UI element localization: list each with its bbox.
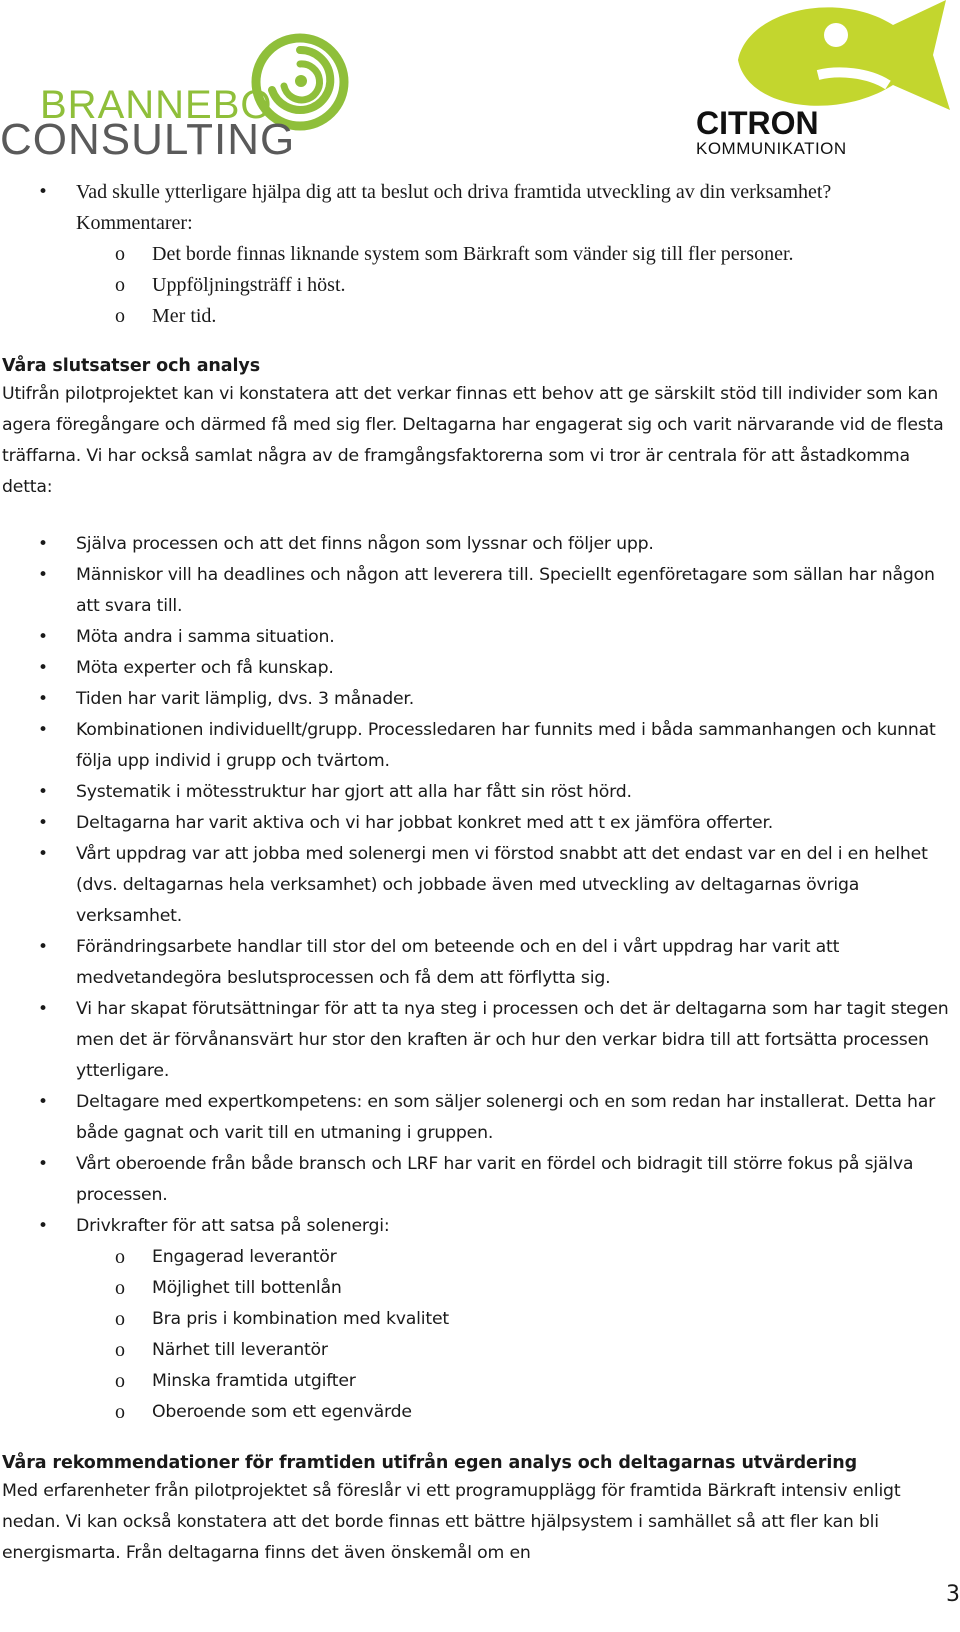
sub-list-item: o Det borde finnas liknande system som Bärkraft som vänder sig till fler personer. [0, 239, 960, 270]
logo-line-consulting: CONSULTING [0, 115, 296, 164]
conclusions-paragraph: Utifrån pilotprojektet kan vi konstatera att det verkar finnas ett behov att ge särskilt stöd till individer som kan agera föregångare och därmed få med sig fler. Deltagarna har engagerat sig och varit närvarande vid de flesta träffarna. Vi har också samlat några av de framgångsfaktorerna som vi tror är centrala för att åstadkomma detta: [2, 384, 944, 497]
sub-list-item: o Möjlighet till bottenlån [0, 1273, 960, 1304]
list-item: • Vi har skapat förutsättningar för att ta nya steg i processen och det är deltagarna som har tagit stegen men det är förvånansvärt hur stor den kraften är och hur den verkar bidra till att fortsätta processen ytterligare. [0, 994, 960, 1087]
list-item: • Drivkrafter för att satsa på solenergi: [0, 1211, 960, 1242]
logo-line-kommunikation: KOMMUNIKATION [696, 139, 847, 158]
section-heading-conclusions: Våra slutsatser och analys [2, 356, 261, 376]
list-item: • Människor vill ha deadlines och någon att leverera till. Speciellt egenföretagare som sällan har någon att svara till. [0, 560, 960, 622]
intro-list [0, 177, 960, 332]
brannebo-consulting-logo [0, 30, 345, 165]
logo-line-brannebo: BRANNEBO [40, 83, 273, 127]
sub-list-item: o Minska framtida utgifter [0, 1366, 960, 1397]
sub-list-item: o Uppföljningsträff i höst. [0, 270, 960, 301]
list-item: • Förändringsarbete handlar till stor del om beteende och en del i vårt uppdrag har varit att medvetandegöra beslutsprocessen och få dem att förflytta sig. [0, 932, 960, 994]
list-item: • Vad skulle ytterligare hjälpa dig att ta beslut och driva framtida utveckling av din verksamhet? Kommentarer: [0, 177, 960, 239]
logo-line-citron: CITRON [696, 105, 819, 141]
sub-list-item: o Närhet till leverantör [0, 1335, 960, 1366]
sub-list-item: o Bra pris i kombination med kvalitet [0, 1304, 960, 1335]
recommendations-paragraph: Med erfarenheter från pilotprojektet så föreslår vi ett programupplägg för framtida Bärkraft intensiv enligt nedan. Vi kan också konstatera att det borde finnas ett bättre hjälpsystem i samhället så att fler kan bli energismarta. Från deltagarna finns det även önskemål om en [2, 1481, 901, 1563]
list-item: • Tiden har varit lämplig, dvs. 3 månader. [0, 684, 960, 715]
sub-list-item: o Oberoende som ett egenvärde [0, 1397, 960, 1428]
citron-kommunikation-logo [696, 0, 960, 162]
list-item: • Vårt uppdrag var att jobba med solenergi men vi förstod snabbt att det endast var en del i en helhet (dvs. deltagarnas hela verksamhet) och jobbade även med utveckling av deltagarnas övriga verksamhet. [0, 839, 960, 932]
list-item: • Systematik i mötesstruktur har gjort att alla har fått sin röst hörd. [0, 777, 960, 808]
success-factors-list [0, 529, 960, 1428]
citron-fish-mark [738, 0, 950, 110]
list-item: • Möta experter och få kunskap. [0, 653, 960, 684]
list-item: • Vårt oberoende från både bransch och LRF har varit en fördel och bidragit till större fokus på själva processen. [0, 1149, 960, 1211]
page-number: 3 [946, 1582, 960, 1607]
sub-list-item: o Engagerad leverantör [0, 1242, 960, 1273]
section-heading-recommendations: Våra rekommendationer för framtiden utifrån egen analys och deltagarnas utvärdering [2, 1453, 858, 1473]
list-item: • Själva processen och att det finns någon som lyssnar och följer upp. [0, 529, 960, 560]
list-item: • Möta andra i samma situation. [0, 622, 960, 653]
list-item: • Deltagarna har varit aktiva och vi har jobbat konkret med att t ex jämföra offerter. [0, 808, 960, 839]
list-item: • Deltagare med expertkompetens: en som säljer solenergi och en som redan har installerat. Detta har både gagnat och varit till en utmaning i gruppen. [0, 1087, 960, 1149]
sub-list-item: o Mer tid. [0, 301, 960, 332]
document-body [0, 177, 960, 1569]
list-item: • Kombinationen individuellt/grupp. Processledaren har funnits med i båda sammanhangen och kunnat följa upp individ i grupp och tvärtom. [0, 715, 960, 777]
